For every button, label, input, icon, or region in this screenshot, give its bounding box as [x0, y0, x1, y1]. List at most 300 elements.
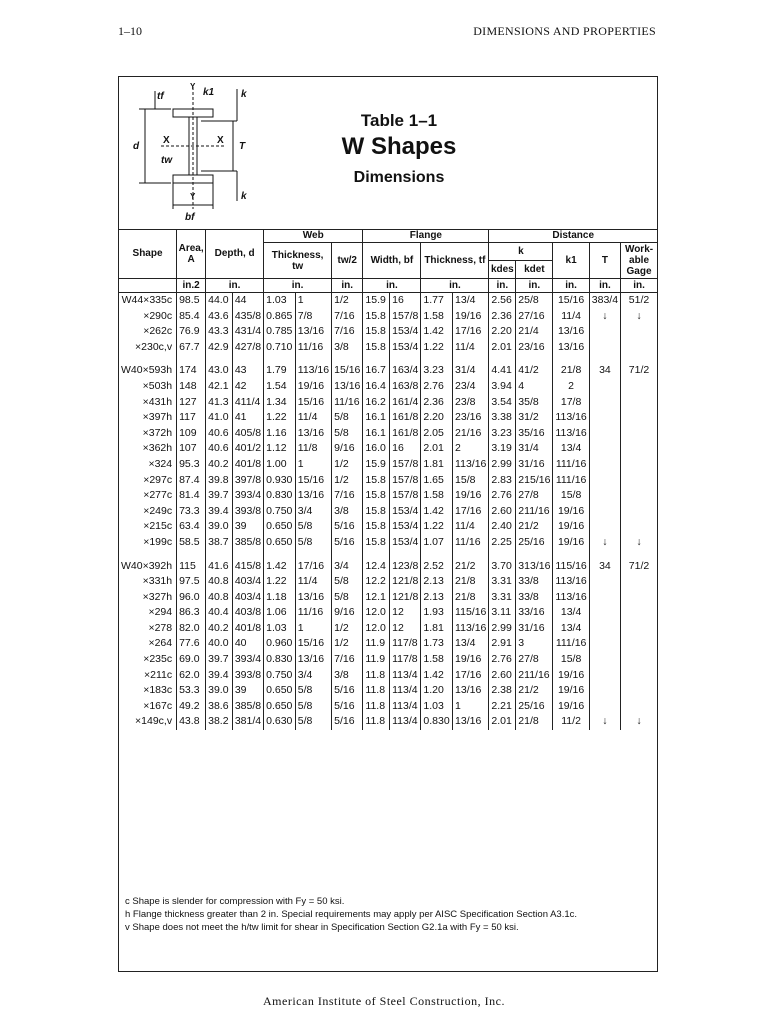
table-cell: 2.25 — [489, 535, 516, 551]
table-cell: 3/8 — [332, 504, 363, 520]
table-cell: 161/8 — [390, 426, 421, 442]
table-cell — [621, 340, 657, 356]
table-cell: 42.1 — [206, 379, 233, 395]
table-cell: 2.40 — [489, 519, 516, 535]
table-cell — [621, 605, 657, 621]
table-cell: 13/16 — [295, 652, 331, 668]
table-cell: 1.81 — [421, 457, 453, 473]
table-cell — [589, 473, 620, 489]
table-cell — [621, 441, 657, 457]
table-cell: 23/8 — [453, 395, 489, 411]
table-cell: 21/8 — [453, 574, 489, 590]
table-cell: 3.23 — [421, 363, 453, 379]
table-cell — [589, 683, 620, 699]
table-cell: 5/8 — [332, 590, 363, 606]
x-right-label: X — [217, 135, 224, 146]
table-cell: 17/16 — [295, 559, 331, 575]
footnote-c: c Shape is slender for compression with Fy = 50 ksi. — [125, 896, 345, 907]
col-k: k — [489, 243, 553, 261]
table-cell: 11.9 — [363, 636, 390, 652]
table-row — [119, 441, 657, 457]
table-cell — [589, 699, 620, 715]
table-cell: 405/8 — [232, 426, 263, 442]
table-cell: 27/8 — [516, 652, 553, 668]
table-cell: 12.1 — [363, 590, 390, 606]
table-cell: 33/16 — [516, 605, 553, 621]
table-cell: 397/8 — [232, 473, 263, 489]
table-cell: 13/4 — [553, 605, 589, 621]
table-cell: 153/4 — [390, 340, 421, 356]
table-cell: 21/8 — [553, 363, 589, 379]
table-cell: 15.8 — [363, 473, 390, 489]
table-cell: 96.0 — [177, 590, 206, 606]
table-cell — [621, 504, 657, 520]
col-tw2: tw/2 — [332, 243, 363, 279]
table-cell: 435/8 — [232, 309, 263, 325]
table-cell: 51/2 — [628, 294, 650, 306]
table-cell — [621, 574, 657, 590]
unit-k1: in. — [553, 279, 589, 293]
table-cell: 2.76 — [489, 652, 516, 668]
table-cell: 43.8 — [177, 714, 206, 730]
table-cell: 107 — [177, 441, 206, 457]
table-cell: 11/4 — [453, 519, 489, 535]
units-row — [119, 279, 657, 293]
table-cell: 7/16 — [332, 324, 363, 340]
table-cell: 2.20 — [421, 410, 453, 426]
table-cell: 3.70 — [489, 559, 516, 575]
table-cell — [589, 340, 620, 356]
unit-area: in.2 — [177, 279, 206, 293]
table-body — [119, 293, 657, 731]
table-cell — [589, 519, 620, 535]
table-cell: 403/8 — [232, 605, 263, 621]
table-cell: 12 — [390, 605, 421, 621]
table-cell: 13/16 — [553, 324, 589, 340]
table-cell: 393/8 — [232, 504, 263, 520]
table-cell: 39.7 — [206, 488, 233, 504]
table-cell: 67.7 — [177, 340, 206, 356]
table-cell: 1 — [295, 293, 331, 309]
table-row — [119, 636, 657, 652]
table-cell: 19/16 — [553, 668, 589, 684]
table-cell: 383/4 — [589, 293, 620, 309]
table-cell: 113/4 — [390, 699, 421, 715]
table-cell: ×324 — [119, 457, 177, 473]
table-cell: 215/16 — [516, 473, 553, 489]
table-cell: 12.2 — [363, 574, 390, 590]
table-cell: 17/8 — [553, 395, 589, 411]
table-cell: 1.22 — [421, 519, 453, 535]
table-frame — [118, 76, 658, 972]
table-cell: 7/8 — [295, 309, 331, 325]
table-cell: ×327h — [119, 590, 177, 606]
table-cell: 19/16 — [553, 535, 589, 551]
table-cell: ×249c — [119, 504, 177, 520]
table-cell: 11/4 — [295, 410, 331, 426]
table-cell: ↓ — [636, 309, 642, 322]
table-cell: 3/4 — [332, 559, 363, 575]
table-cell: 157/8 — [390, 488, 421, 504]
table-row — [119, 668, 657, 684]
table-row — [119, 621, 657, 637]
table-cell: 111/16 — [553, 636, 589, 652]
table-cell: 41.3 — [206, 395, 233, 411]
table-cell: 15/16 — [295, 395, 331, 411]
table-cell: 153/4 — [390, 535, 421, 551]
k1-label: k1 — [203, 87, 215, 98]
table-cell: 117/8 — [390, 652, 421, 668]
table-cell: 3/4 — [295, 668, 331, 684]
table-cell: 1/2 — [332, 621, 363, 637]
table-cell: 44 — [232, 293, 263, 309]
table-cell: 27/16 — [516, 309, 553, 325]
table-cell: 211/16 — [516, 668, 553, 684]
table-cell: 86.3 — [177, 605, 206, 621]
table-cell: 43 — [232, 363, 263, 379]
table-cell — [621, 473, 657, 489]
table-cell: ×264 — [119, 636, 177, 652]
tw-label: tw — [161, 155, 173, 166]
unit-web: in. — [264, 279, 332, 293]
table-cell: 2.91 — [489, 636, 516, 652]
table-cell — [589, 441, 620, 457]
table-cell: 39.4 — [206, 668, 233, 684]
table-cell: 0.960 — [264, 636, 296, 652]
table-cell: 113/16 — [553, 426, 589, 442]
table-row — [119, 683, 657, 699]
table-cell: 15/16 — [295, 473, 331, 489]
col-kdes: kdes — [489, 261, 516, 279]
table-cell: 157/8 — [390, 457, 421, 473]
col-shape: Shape — [119, 229, 177, 279]
col-kdet: kdet — [516, 261, 553, 279]
table-cell: 41 — [232, 410, 263, 426]
table-cell: 11/16 — [332, 395, 363, 411]
table-cell: 1.42 — [421, 504, 453, 520]
table-cell: 5/8 — [295, 519, 331, 535]
table-cell: 2.05 — [421, 426, 453, 442]
table-cell: 2 — [553, 379, 589, 395]
table-cell: 153/4 — [390, 324, 421, 340]
table-cell: 1.22 — [421, 340, 453, 356]
table-cell: 401/2 — [232, 441, 263, 457]
d-label: d — [133, 141, 140, 152]
table-cell — [589, 395, 620, 411]
y-top-label: Y — [190, 82, 196, 91]
table-cell: 3.31 — [489, 574, 516, 590]
table-cell: 3.31 — [489, 590, 516, 606]
table-cell: ×503h — [119, 379, 177, 395]
table-row — [119, 324, 657, 340]
table-cell: 31/2 — [516, 410, 553, 426]
table-cell: 17/16 — [453, 324, 489, 340]
table-cell: 27/8 — [516, 488, 553, 504]
table-cell: 13/4 — [553, 441, 589, 457]
col-distance: Distance — [489, 229, 657, 243]
table-cell: 62.0 — [177, 668, 206, 684]
table-cell — [621, 652, 657, 668]
table-cell: 2.36 — [489, 309, 516, 325]
table-cell: 34 — [589, 559, 620, 575]
table-cell: ×149c,v — [119, 714, 177, 730]
table-row — [119, 605, 657, 621]
table-cell: 5/8 — [332, 426, 363, 442]
table-cell: 11/4 — [295, 574, 331, 590]
table-cell — [589, 504, 620, 520]
col-area: Area, A — [177, 229, 206, 279]
table-cell: 1 — [295, 457, 331, 473]
table-cell: 15/8 — [553, 652, 589, 668]
table-cell: 5/8 — [295, 535, 331, 551]
table-cell: 71/2 — [628, 364, 650, 377]
table-cell: 40.2 — [206, 457, 233, 473]
table-cell: 1.54 — [264, 379, 296, 395]
table-row — [119, 457, 657, 473]
table-cell: ×235c — [119, 652, 177, 668]
y-bottom-label: Y — [190, 192, 196, 201]
table-cell: 1.58 — [421, 309, 453, 325]
table-cell: 1 — [295, 621, 331, 637]
table-cell: 3/4 — [295, 504, 331, 520]
table-cell: ×167c — [119, 699, 177, 715]
table-cell: 163/4 — [390, 363, 421, 379]
table-cell: 2.38 — [489, 683, 516, 699]
table-cell: 1.79 — [264, 363, 296, 379]
table-cell: 41/2 — [516, 363, 553, 379]
table-cell: 401/8 — [232, 621, 263, 637]
table-cell: 1/2 — [332, 473, 363, 489]
table-cell: ×215c — [119, 519, 177, 535]
table-cell: 4.41 — [489, 363, 516, 379]
table-cell: 3.11 — [489, 605, 516, 621]
table-cell: 16 — [390, 441, 421, 457]
table-cell: 1.06 — [264, 605, 296, 621]
table-cell: 21/8 — [516, 714, 553, 730]
table-cell: 40.6 — [206, 441, 233, 457]
col-flange-width: Width, bf — [363, 243, 421, 279]
table-row — [119, 519, 657, 535]
table-cell: 21/4 — [516, 324, 553, 340]
table-row — [119, 559, 657, 575]
table-cell: 5/8 — [332, 574, 363, 590]
table-cell: 113/16 — [295, 363, 331, 379]
table-cell: 111/16 — [553, 457, 589, 473]
table-cell: 13/4 — [453, 293, 489, 309]
table-cell: 1.58 — [421, 652, 453, 668]
table-cell: 115/16 — [553, 559, 589, 575]
table-cell: 2.60 — [489, 504, 516, 520]
table-cell: 63.4 — [177, 519, 206, 535]
table-cell: 35/8 — [516, 395, 553, 411]
table-cell: 113/16 — [453, 457, 489, 473]
table-cell: 16.1 — [363, 410, 390, 426]
table-cell: ×331h — [119, 574, 177, 590]
table-cell: 40 — [232, 636, 263, 652]
table-cell: 76.9 — [177, 324, 206, 340]
table-cell: 11/4 — [453, 340, 489, 356]
table-cell: 113/4 — [390, 714, 421, 730]
table-cell: 2.83 — [489, 473, 516, 489]
table-cell: 7/16 — [332, 488, 363, 504]
table-cell: 2.13 — [421, 574, 453, 590]
table-cell: 121/8 — [390, 590, 421, 606]
table-cell: 19/16 — [553, 683, 589, 699]
table-cell: 0.830 — [264, 652, 296, 668]
table-cell: 1.12 — [264, 441, 296, 457]
table-cell: 1.65 — [421, 473, 453, 489]
table-cell: 19/16 — [295, 379, 331, 395]
table-cell: 3.19 — [489, 441, 516, 457]
table-cell: 40.8 — [206, 590, 233, 606]
table-cell: 33/8 — [516, 590, 553, 606]
table-cell: 15/16 — [553, 293, 589, 309]
table-cell: 19/16 — [553, 699, 589, 715]
table-cell: 385/8 — [232, 535, 263, 551]
table-row — [119, 410, 657, 426]
table-cell: 39.0 — [206, 683, 233, 699]
table-cell: 21/2 — [516, 519, 553, 535]
table-row — [119, 699, 657, 715]
x-left-label: X — [163, 135, 170, 146]
table-cell: 19/16 — [453, 652, 489, 668]
table-row — [119, 309, 657, 325]
table-cell: 31/4 — [516, 441, 553, 457]
table-cell: 85.4 — [177, 309, 206, 325]
table-cell: W40×593h — [119, 363, 177, 379]
col-flange-thickness: Thickness, tf — [421, 243, 489, 279]
table-cell: 2.21 — [489, 699, 516, 715]
unit-gage: in. — [621, 279, 657, 293]
col-depth: Depth, d — [206, 229, 264, 279]
table-cell — [589, 379, 620, 395]
table-cell: 12.4 — [363, 559, 390, 575]
table-cell: 16 — [390, 293, 421, 309]
table-cell: 15.9 — [363, 457, 390, 473]
table-cell: 5/8 — [295, 683, 331, 699]
table-cell: 11/2 — [553, 714, 589, 730]
table-cell: 1.42 — [421, 324, 453, 340]
table-cell: 3/8 — [332, 340, 363, 356]
table-cell: 0.650 — [264, 683, 296, 699]
table-cell: 127 — [177, 395, 206, 411]
table-cell: 81.4 — [177, 488, 206, 504]
table-cell — [621, 457, 657, 473]
w-shape-section-diagram — [125, 81, 275, 227]
table-cell: 38.6 — [206, 699, 233, 715]
table-cell: 13/16 — [295, 590, 331, 606]
table-cell: 23/16 — [516, 340, 553, 356]
table-cell: 3.38 — [489, 410, 516, 426]
table-cell: 5/16 — [332, 683, 363, 699]
table-cell: 5/16 — [332, 714, 363, 730]
table-cell: 12.0 — [363, 605, 390, 621]
table-cell: 69.0 — [177, 652, 206, 668]
table-cell: 15.8 — [363, 519, 390, 535]
table-cell: 15.8 — [363, 324, 390, 340]
table-cell: 113/16 — [553, 574, 589, 590]
table-row — [119, 363, 657, 379]
table-row — [119, 488, 657, 504]
table-cell: 415/8 — [232, 559, 263, 575]
table-cell: 401/8 — [232, 457, 263, 473]
table-cell: 1/2 — [332, 636, 363, 652]
table-cell: 1/2 — [332, 293, 363, 309]
table-cell: 12.0 — [363, 621, 390, 637]
table-cell: ×211c — [119, 668, 177, 684]
table-cell: 113/4 — [390, 668, 421, 684]
table-cell: 35/16 — [516, 426, 553, 442]
table-cell: 42 — [232, 379, 263, 395]
table-cell: 1.20 — [421, 683, 453, 699]
table-cell: 411/4 — [232, 395, 263, 411]
table-cell: 3 — [516, 636, 553, 652]
table-cell: 40.2 — [206, 621, 233, 637]
table-cell: 0.830 — [264, 488, 296, 504]
table-cell: 1.18 — [264, 590, 296, 606]
table-cell: 3.94 — [489, 379, 516, 395]
table-cell: 11/16 — [453, 535, 489, 551]
table-cell: 2.20 — [489, 324, 516, 340]
table-cell: 157/8 — [390, 473, 421, 489]
table-cell: 3.54 — [489, 395, 516, 411]
table-cell: 313/16 — [516, 559, 553, 575]
table-cell: 121/8 — [390, 574, 421, 590]
table-cell: 2.01 — [489, 714, 516, 730]
table-cell — [589, 488, 620, 504]
table-cell: 11/16 — [295, 605, 331, 621]
table-cell: ×183c — [119, 683, 177, 699]
table-cell: 40.6 — [206, 426, 233, 442]
k-bottom-label: k — [241, 191, 247, 202]
table-cell: 7/16 — [332, 652, 363, 668]
table-cell: ×372h — [119, 426, 177, 442]
table-cell: 53.3 — [177, 683, 206, 699]
table-cell: 39 — [232, 683, 263, 699]
footnote-h: h Flange thickness greater than 2 in. Special requirements may apply per AISC Specification Section A3.1c. — [125, 909, 578, 920]
table-cell: 115/16 — [453, 605, 489, 621]
table-cell — [589, 324, 620, 340]
col-web-thickness: Thickness, tw — [264, 243, 332, 279]
table-cell: 153/4 — [390, 519, 421, 535]
table-cell: 2.56 — [489, 293, 516, 309]
table-cell: 0.750 — [264, 504, 296, 520]
table-row — [119, 504, 657, 520]
table-cell: 161/8 — [390, 410, 421, 426]
table-cell: 13/16 — [553, 340, 589, 356]
table-cell: 157/8 — [390, 309, 421, 325]
table-cell: 2.01 — [421, 441, 453, 457]
table-cell: 58.5 — [177, 535, 206, 551]
table-cell: 11.8 — [363, 683, 390, 699]
table-cell: 13/16 — [295, 324, 331, 340]
table-row — [119, 426, 657, 442]
table-cell: 41.6 — [206, 559, 233, 575]
table-cell: 19/16 — [453, 309, 489, 325]
table-cell: 13/16 — [453, 683, 489, 699]
table-cell: 17/16 — [453, 668, 489, 684]
col-web: Web — [264, 229, 363, 243]
table-cell — [621, 519, 657, 535]
table-cell: 1.34 — [264, 395, 296, 411]
group-spacer — [119, 551, 657, 559]
table-cell: 31/16 — [516, 621, 553, 637]
table-cell — [621, 621, 657, 637]
table-cell: 393/4 — [232, 652, 263, 668]
table-cell: 40.0 — [206, 636, 233, 652]
table-cell: 25/16 — [516, 699, 553, 715]
unit-T: in. — [589, 279, 620, 293]
